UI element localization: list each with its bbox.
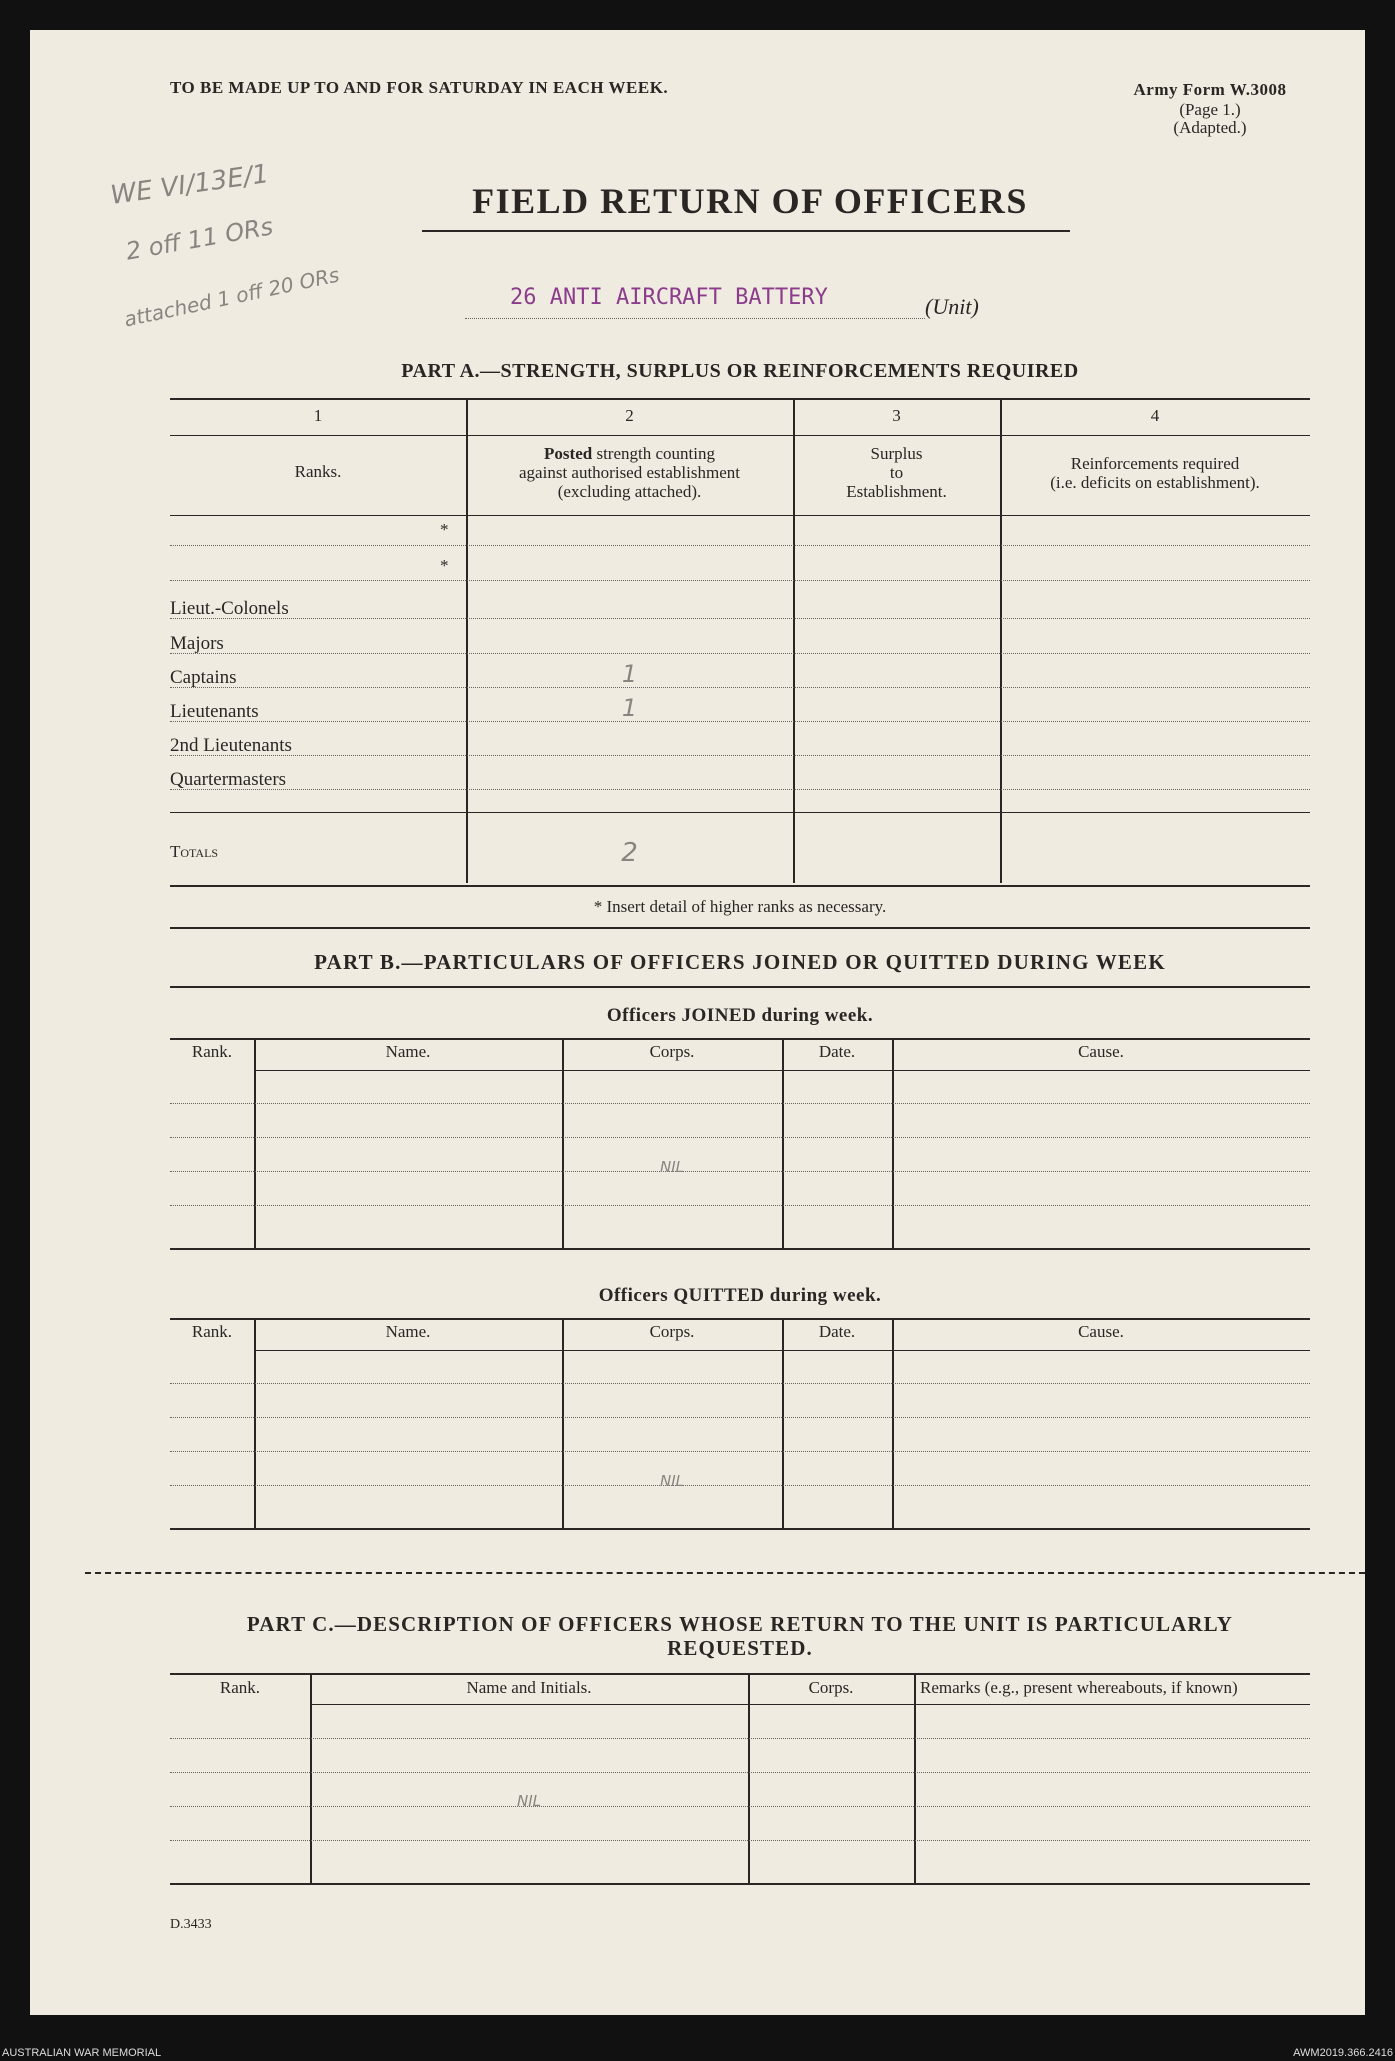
instruction-text: TO BE MADE UP TO AND FOR SATURDAY IN EACH WEEK.	[170, 78, 669, 97]
star-row-1-line	[170, 545, 1310, 546]
part-a-bottom-rule	[170, 885, 1310, 887]
part-c-col-corps: Corps.	[808, 1678, 854, 1697]
part-a-top-rule	[170, 398, 1310, 400]
part-c-row-line-4	[170, 1840, 1310, 1841]
rank-captains: Captains	[170, 667, 237, 688]
joined-row-line-2	[170, 1137, 1310, 1138]
part-c-table-bottom	[170, 1883, 1310, 1885]
part-c-row-line-1	[170, 1738, 1310, 1739]
part-c-table-top	[170, 1673, 1310, 1675]
totals-label: Totals	[170, 842, 219, 861]
part-c-nil: NIL	[516, 1792, 541, 1810]
joined-divider-3	[782, 1038, 784, 1248]
part-c-header-rule	[310, 1704, 1310, 1705]
rank-line-1	[170, 618, 1310, 619]
page-number: (Page 1.)	[1179, 100, 1241, 119]
col-number-2: 2	[625, 406, 634, 425]
quitted-row-line-1	[170, 1383, 1310, 1384]
part-c-row-line-2	[170, 1772, 1310, 1773]
joined-col-rank: Rank.	[191, 1042, 233, 1061]
posted-header-rest3: (excluding attached).	[557, 482, 702, 501]
form-page	[30, 30, 1365, 2015]
quitted-col-rank: Rank.	[191, 1322, 233, 1341]
surplus-header-3: Establishment.	[846, 482, 947, 501]
quitted-col-date: Date.	[818, 1322, 856, 1341]
handwritten-note-3: attached 1 off 20 ORs	[121, 262, 342, 332]
header-bottom-rule	[170, 515, 1310, 516]
form-code: D.3433	[170, 1917, 212, 1932]
quitted-divider-3	[782, 1318, 784, 1528]
reinforcements-header	[1000, 454, 1310, 492]
col-number-3: 3	[892, 406, 901, 425]
rank-line-4	[170, 721, 1310, 722]
posted-header-rest1: strength counting	[596, 444, 715, 463]
part-c-title-2: REQUESTED.	[667, 1636, 813, 1660]
reinforcements-header-1: Reinforcements required	[1070, 454, 1240, 473]
posted-lieutenants: 1	[621, 694, 638, 722]
part-a-footnote: * Insert detail of higher ranks as necessary.	[593, 897, 887, 916]
footer-accession: AWM2019.366.2416	[1293, 2047, 1393, 2059]
totals-posted: 2	[621, 838, 638, 868]
handwritten-note-2: 2 off 11 ORs	[123, 212, 276, 266]
joined-nil: NIL	[659, 1158, 684, 1176]
quitted-divider-2	[562, 1318, 564, 1528]
joined-divider-1	[254, 1038, 256, 1248]
title-underline	[422, 230, 1070, 232]
rank-2nd-lieutenants: 2nd Lieutenants	[170, 735, 292, 756]
number-row-rule	[170, 435, 1310, 436]
part-b-title: PART B.—PARTICULARS OF OFFICERS JOINED OR QUITTED DURING WEEK	[314, 950, 1166, 974]
handwritten-note-1: WE VI/13E/1	[108, 159, 271, 211]
footer-institution: AUSTRALIAN WAR MEMORIAL	[2, 2047, 162, 2059]
quitted-col-cause: Cause.	[1078, 1322, 1124, 1341]
rank-lieutenants: Lieutenants	[170, 701, 259, 722]
joined-col-corps: Corps.	[649, 1042, 695, 1061]
star-1: *	[440, 520, 449, 539]
joined-row-line-4	[170, 1205, 1310, 1206]
star-row-2-line	[170, 580, 1310, 581]
posted-header	[466, 444, 793, 501]
part-c-divider-3	[914, 1673, 916, 1883]
joined-divider-2	[562, 1038, 564, 1248]
quitted-table-top	[170, 1318, 1310, 1320]
posted-captains: 1	[621, 660, 638, 688]
surplus-header-2: to	[889, 463, 904, 482]
posted-header-rest2: against authorised establishment	[519, 463, 740, 482]
unit-dotted-line	[465, 318, 925, 319]
rank-line-5	[170, 755, 1310, 756]
joined-table-bottom	[170, 1248, 1310, 1250]
rank-line-6	[170, 789, 1310, 790]
quitted-row-line-3	[170, 1451, 1310, 1452]
part-c-col-remarks: Remarks (e.g., present whereabouts, if known)	[920, 1678, 1238, 1697]
quitted-col-corps: Corps.	[649, 1322, 695, 1341]
rank-lieut-colonels: Lieut.-Colonels	[170, 598, 289, 619]
joined-title: Officers JOINED during week.	[606, 1005, 874, 1026]
rank-line-2	[170, 653, 1310, 654]
joined-table-top	[170, 1038, 1310, 1040]
col-number-4: 4	[1150, 406, 1160, 425]
joined-col-name: Name.	[385, 1042, 431, 1061]
quitted-divider-1	[254, 1318, 256, 1528]
surplus-header	[793, 444, 1000, 501]
quitted-table-bottom	[170, 1528, 1310, 1530]
totals-top-rule	[170, 812, 1310, 813]
part-c-col-name: Name and Initials.	[466, 1678, 592, 1697]
rank-quartermasters: Quartermasters	[170, 769, 287, 790]
part-a-title: PART A.—STRENGTH, SURPLUS OR REINFORCEMENTS REQUIRED	[401, 360, 1079, 382]
joined-row-line-1	[170, 1103, 1310, 1104]
rank-majors: Majors	[170, 633, 224, 654]
quitted-title: Officers QUITTED during week.	[598, 1285, 882, 1306]
unit-name: 26 ANTI AIRCRAFT BATTERY	[510, 285, 828, 310]
cut-line	[85, 1572, 1365, 1574]
page-title: FIELD RETURN OF OFFICERS	[472, 181, 1028, 221]
form-number: Army Form W.3008	[1133, 80, 1287, 99]
reinforcements-header-2: (i.e. deficits on establishment).	[1050, 473, 1260, 492]
surplus-header-1: Surplus	[870, 444, 923, 463]
part-a-footnote-rule	[170, 927, 1310, 929]
unit-label: (Unit)	[925, 294, 979, 319]
joined-col-date: Date.	[818, 1042, 856, 1061]
adapted-note: (Adapted.)	[1173, 118, 1247, 137]
rank-line-3	[170, 687, 1310, 688]
part-c-divider-1	[310, 1673, 312, 1883]
part-c-title	[170, 1612, 1310, 1660]
col-number-1: 1	[313, 406, 323, 425]
quitted-row-line-2	[170, 1417, 1310, 1418]
part-c-col-rank: Rank.	[219, 1678, 261, 1697]
part-c-title-1: PART C.—DESCRIPTION OF OFFICERS WHOSE RETURN TO THE UNIT IS PARTICULARLY	[246, 1612, 1234, 1636]
joined-col-cause: Cause.	[1078, 1042, 1124, 1061]
joined-divider-4	[892, 1038, 894, 1248]
quitted-col-name: Name.	[385, 1322, 431, 1341]
part-c-divider-2	[748, 1673, 750, 1883]
posted-header-bold: Posted	[544, 444, 593, 463]
quitted-divider-4	[892, 1318, 894, 1528]
ranks-header: Ranks.	[294, 462, 342, 481]
quitted-nil: NIL	[659, 1472, 684, 1490]
star-2: *	[440, 556, 449, 575]
part-b-title-rule	[170, 986, 1310, 988]
